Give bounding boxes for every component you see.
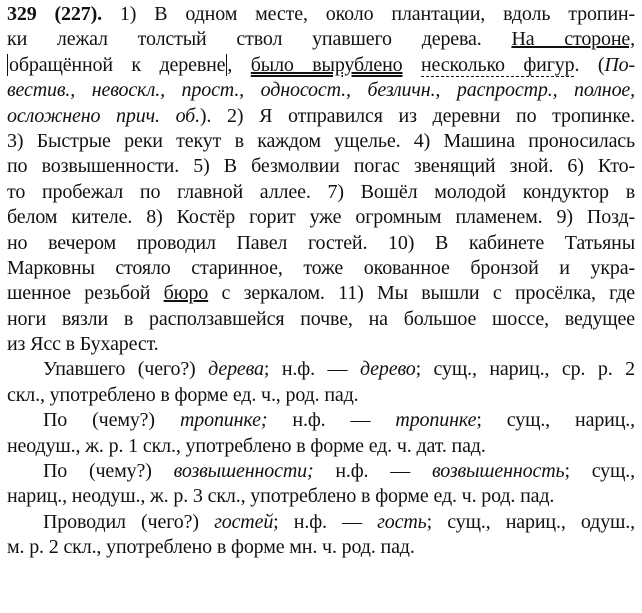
predicate-underline: было вырублено [250, 53, 403, 76]
text-fragment: Упавшего (чего?) [43, 358, 209, 381]
text-line-10: но вечером проводил Павел гостей. 10) В кабинете Татьяны [7, 231, 635, 254]
analysis-3-line-2: нариц., неодуш., ж. р. 3 скл., употреблено в форме ед. ч. род. пад. [7, 485, 555, 508]
text-fragment: н.ф. — [335, 460, 432, 483]
text-line-4: вестив., невоскл., прост., односост., безличн., распростр., полное, [7, 79, 635, 102]
text-fragment: Проводил (чего?) [43, 510, 215, 533]
text-fragment: дерево [359, 358, 416, 381]
text-fragment: гостей [214, 510, 274, 533]
text-fragment: ). 2) Я отправился из деревни по тропинке. [199, 104, 635, 127]
text-line-3 [7, 53, 635, 78]
text-fragment: возвышенность [431, 460, 565, 483]
text-line-6: 3) Быстрые реки текут в каждом ущелье. 4) Машина проносилась [7, 129, 635, 152]
text-fragment: гость [377, 510, 427, 533]
text-fragment: ; сущ., нариц., [476, 409, 635, 432]
text-fragment: ки лежал толстый ствол упавшего дерева. [7, 28, 512, 51]
text-fragment: дерева [208, 358, 264, 381]
text-fragment: осложнено прич. об. [7, 104, 200, 127]
text-line-5 [7, 104, 635, 129]
text-line-1 [7, 2, 635, 27]
text-line-14: из Ясс в Бухарест. [7, 333, 159, 356]
text-fragment: возвышенности; [173, 460, 314, 483]
text-fragment: с зеркалом. 11) Мы вышли с просёлка, где [221, 282, 635, 305]
text-line-8: то пробежал по главной аллее. 7) Вошёл молодой кондуктор в [7, 180, 635, 203]
text-fragment: , [227, 53, 251, 76]
analysis-4-line-2: м. р. 2 скл., употреблено в форме мн. ч. род. пад. [7, 536, 415, 559]
text-fragment: ; сущ., нариц., одуш., [426, 510, 635, 533]
subject-underline: бюро [163, 282, 209, 305]
text-fragment: н.ф. — [292, 409, 396, 432]
analysis-2-line-1 [7, 408, 635, 433]
text-line-11: Марковны стояло старинное, тоже окованное бронзой и укра- [7, 256, 635, 279]
text-fragment: ; н.ф. — [273, 510, 378, 533]
analysis-1-line-1 [7, 357, 635, 382]
participial-phrase: обращённой к деревне [9, 53, 226, 76]
text-fragment: тропинке [395, 409, 477, 432]
text-fragment: . ( [574, 53, 605, 76]
exercise-number: 329 (227). [7, 3, 102, 25]
text-fragment: ; н.ф. — [263, 358, 360, 381]
text-fragment: 1) В одном месте, около плантации, вдоль тропин- [119, 3, 635, 25]
analysis-4-line-1 [7, 510, 635, 535]
text-fragment: ; сущ., [564, 460, 635, 483]
text-fragment: шенное резьбой [7, 282, 164, 305]
adverbial-underline: На стороне, [511, 28, 635, 51]
text-line-9: белом кителе. 8) Костёр горит уже огромным пламенем. 9) Позд- [7, 206, 635, 229]
object-underline: несколько фигур [421, 53, 575, 76]
text-line-12 [7, 281, 635, 306]
analysis-3-line-1 [7, 459, 635, 484]
text-fragment: ; сущ., нариц., ср. р. 2 [415, 358, 635, 381]
text-fragment: По- [604, 53, 635, 76]
analysis-1-line-2: скл., употреблено в форме ед. ч., род. пад. [7, 383, 359, 406]
text-fragment: По (чему?) [43, 460, 174, 483]
text-line-7: по возвышенности. 5) В безмолвии погас звенящий зной. 6) Кто- [7, 155, 635, 178]
text-fragment: тропинке; [179, 409, 268, 432]
analysis-2-line-2: неодуш., ж. р. 1 скл., употреблено в форме ед. ч. дат. пад. [7, 434, 486, 457]
text-fragment: По (чему?) [43, 409, 180, 432]
text-line-2 [7, 27, 635, 52]
text-line-13: ноги вязли в расползавшейся почве, на большое шоссе, ведущее [7, 307, 635, 330]
